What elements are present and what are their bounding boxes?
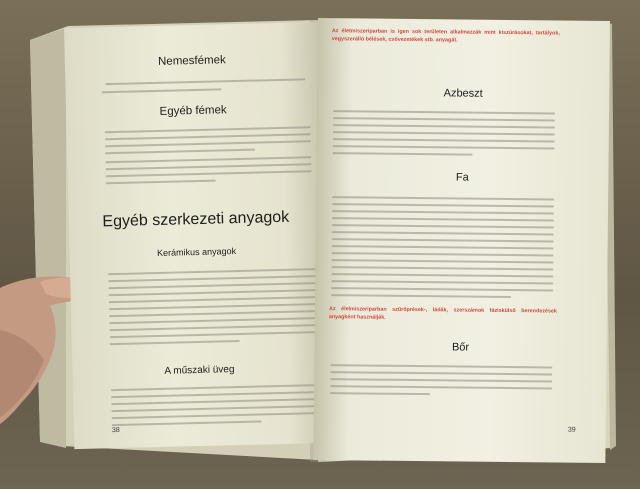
text-line — [105, 140, 311, 147]
text-line — [332, 224, 554, 228]
text-line — [331, 287, 553, 291]
text-line — [108, 268, 316, 275]
text-line — [111, 384, 319, 391]
text-line — [333, 145, 555, 149]
text-line — [330, 385, 552, 389]
text-line — [105, 78, 305, 84]
text-line — [332, 210, 554, 214]
text-line — [332, 238, 554, 242]
text-line — [111, 398, 319, 405]
text-line — [109, 310, 317, 317]
text-line — [332, 231, 554, 235]
text-line — [102, 88, 222, 93]
heading-egyeb-femek: Egyéb fémek — [159, 104, 227, 118]
page-number-left: 38 — [111, 426, 120, 435]
section-heading: Egyéb szerkezeti anyagok — [102, 208, 290, 231]
text-line — [333, 131, 555, 135]
text-line — [108, 282, 316, 289]
text-line — [331, 266, 553, 270]
text-line — [109, 289, 317, 296]
heading-muszaki-uveg: A műszaki üveg — [164, 364, 235, 377]
text-line — [105, 156, 311, 163]
red-note-text: Az élelmiszeriparban szűrőprések-, ládák, szerszámok fáziskülső berendezések anyagként használják. — [328, 306, 557, 321]
text-line — [110, 331, 318, 338]
text-line — [332, 196, 554, 200]
text-line — [333, 117, 555, 121]
intro-red-text: Az életmiszeriparban is igen sok területen alkalmazzák mint kiszúrásokat, tartályok, vegyszerálló bélések, csővezetékek stb. anyagát. — [331, 28, 560, 44]
text-line — [331, 259, 553, 263]
text-line — [330, 378, 552, 382]
text-line — [332, 203, 554, 207]
text-line — [333, 138, 555, 142]
text-line — [105, 126, 311, 133]
page-number-right: 39 — [567, 426, 576, 434]
text-line — [111, 405, 319, 412]
text-line — [108, 275, 316, 282]
text-line — [106, 163, 312, 170]
text-line — [112, 420, 262, 425]
heading-nemesfemek: Nemesfémek — [157, 54, 226, 68]
text-line — [333, 124, 555, 128]
text-line — [112, 412, 320, 419]
text-line — [331, 280, 553, 284]
text-line — [105, 133, 311, 140]
text-line — [106, 170, 312, 177]
text-line — [330, 371, 552, 375]
text-line — [109, 296, 317, 303]
text-line — [332, 245, 554, 249]
text-line — [109, 317, 317, 324]
text-line — [110, 340, 240, 345]
text-line — [109, 303, 317, 310]
text-line — [330, 364, 552, 368]
text-line — [332, 252, 554, 256]
text-line — [330, 392, 430, 395]
right-page — [313, 18, 610, 463]
text-line — [111, 391, 319, 398]
text-line — [106, 180, 216, 184]
text-line — [333, 110, 555, 114]
text-line — [332, 217, 554, 221]
heading-keramikus: Kerámikus anyagok — [156, 246, 237, 258]
text-line — [331, 273, 553, 277]
text-line — [333, 152, 473, 155]
left-page — [64, 22, 328, 449]
heading-bor: Bőr — [451, 341, 470, 354]
text-line — [105, 149, 255, 154]
heading-azbeszt: Azbeszt — [443, 87, 483, 100]
text-line — [331, 294, 511, 297]
heading-fa: Fa — [455, 171, 469, 184]
text-line — [109, 324, 317, 331]
